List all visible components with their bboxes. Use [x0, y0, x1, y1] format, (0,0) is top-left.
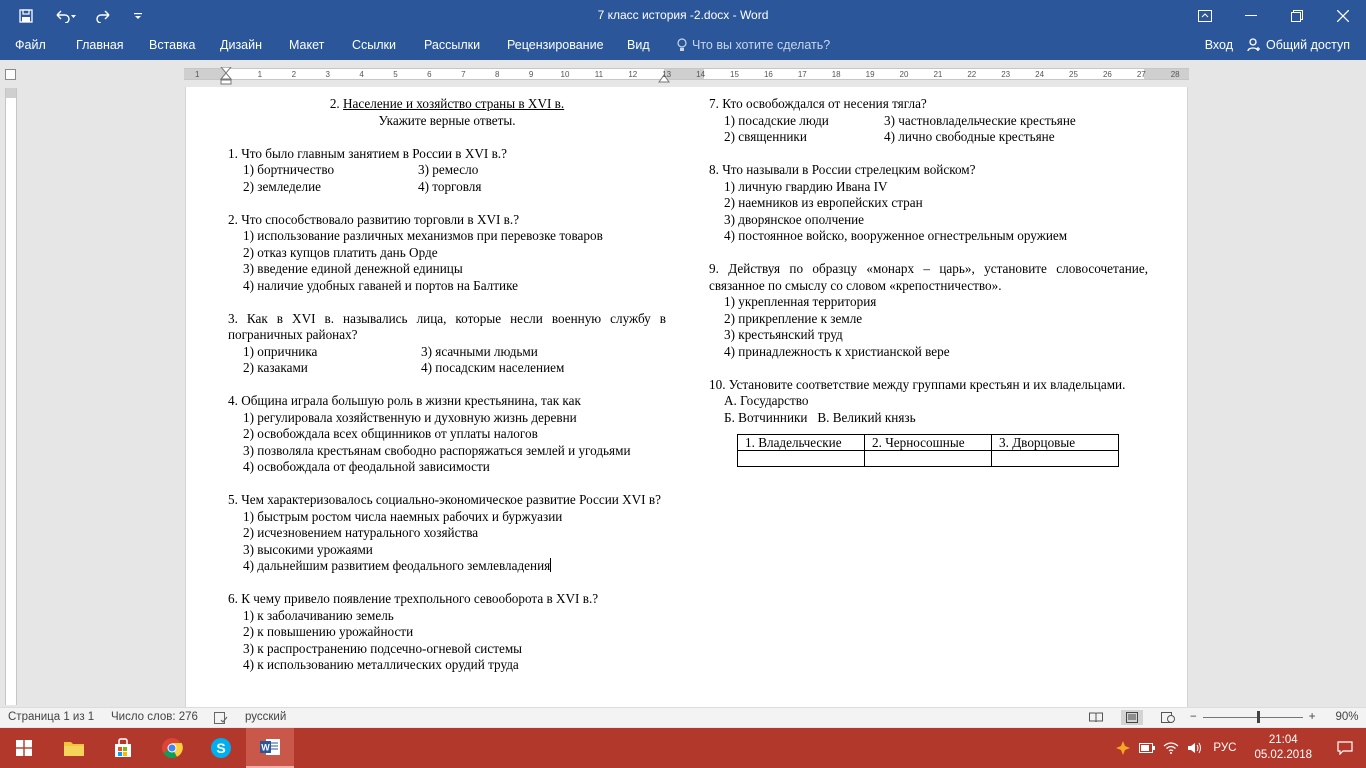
table-header-cell: 1. Владельческие [738, 435, 865, 451]
answer-row: 2) земледелие 4) торговля [243, 178, 482, 194]
ruler-number: 8 [494, 70, 500, 79]
app-tray-icon[interactable] [1111, 740, 1135, 756]
question-9: 9. Действуя по образцу «монарх – царь», установите словосочетание, связанное по смыслу со словом «крепостничество». [709, 261, 1148, 293]
answer-row: 1) бортничество 3) ремесло [243, 162, 479, 177]
vertical-ruler-margin [6, 88, 16, 98]
ruler-number: 18 [831, 70, 841, 79]
table-header-row [738, 435, 1119, 451]
ruler-number: 23 [1001, 70, 1011, 79]
tab-review[interactable]: Рецензирование [507, 38, 604, 52]
answer-option-with-cursor: 4) дальнейшим развитием феодального землевладения [243, 558, 551, 573]
save-icon[interactable] [12, 2, 40, 30]
answer-row: 2) священники 4) лично свободные крестьяне [724, 129, 1055, 144]
sign-in-link[interactable]: Вход [1204, 38, 1234, 52]
close-icon[interactable] [1320, 0, 1366, 32]
ruler-number: 27 [1136, 70, 1146, 79]
ruler-number: 26 [1102, 70, 1112, 79]
ruler-number: 19 [865, 70, 875, 79]
document-page[interactable] [185, 87, 1188, 707]
section-heading: 2. Население и хозяйство страны в XVI в. [329, 96, 565, 111]
ruler-number: 1 [194, 70, 200, 79]
answer-option: 4) наличие удобных гаваней и портов на Балтике [243, 277, 519, 293]
ruler-number: 10 [560, 70, 570, 79]
zoom-slider-thumb[interactable] [1257, 711, 1260, 723]
table-cell-empty[interactable] [992, 451, 1119, 467]
view-buttons [1085, 710, 1179, 725]
word-count[interactable]: Число слов: 276 [111, 711, 198, 723]
redo-icon[interactable] [90, 2, 118, 30]
answer-option: 2) отказ купцов платить дань Орде [243, 244, 438, 260]
person-icon [1247, 38, 1261, 52]
ruler-number: 28 [1170, 70, 1180, 79]
answer-option: 4) принадлежность к христианской вере [724, 343, 950, 359]
notifications-icon[interactable] [1324, 741, 1366, 755]
answer-option: 3) к распространению подсечно-огневой системы [243, 640, 523, 656]
answer-option: 3) крестьянский труд [724, 327, 843, 342]
horizontal-ruler[interactable] [184, 68, 1189, 80]
restore-icon[interactable] [1274, 0, 1320, 32]
tab-view[interactable]: Вид [627, 38, 650, 52]
answer-option: 1) личную гвардию Ивана IV [724, 178, 888, 194]
answer-option: 1) использование различных механизмов при перевозке товаров [243, 228, 603, 243]
question-2: 2. Что способствовало развитию торговли в XVI в.? [228, 211, 520, 227]
ruler-number: 11 [594, 70, 604, 79]
answer-row: 1) посадские люди 3) частновладельческие крестьяне [724, 112, 1076, 128]
tab-layout[interactable]: Макет [289, 38, 325, 52]
word-taskbar-icon[interactable] [246, 728, 294, 768]
ruler-number: 5 [393, 70, 398, 79]
tab-design[interactable]: Дизайн [220, 38, 263, 52]
ribbon-tabs [0, 32, 1366, 60]
account-area [1205, 38, 1350, 52]
answer-table [737, 434, 1119, 467]
minimize-icon[interactable] [1228, 0, 1274, 32]
answer-option: 1) регулировала хозяйственную и духовную жизнь деревни [243, 409, 577, 425]
ruler-number: 7 [461, 70, 466, 79]
read-mode-icon[interactable] [1085, 710, 1107, 725]
ribbon-display-options-icon[interactable] [1182, 0, 1228, 32]
left-column [228, 96, 666, 674]
table-cell-empty[interactable] [738, 451, 865, 467]
undo-icon[interactable] [46, 2, 84, 30]
answer-option: 4) освобождала от феодальной зависимости [243, 459, 490, 474]
ruler-number: 21 [933, 70, 943, 79]
tab-references[interactable]: Ссылки [352, 38, 397, 52]
tell-me-placeholder: Что вы хотите сделать? [692, 38, 831, 52]
tell-me-box[interactable] [677, 38, 830, 52]
answer-option: 1) укрепленная территория [724, 294, 877, 309]
ruler-number: 24 [1035, 70, 1045, 79]
file-explorer-icon[interactable] [50, 728, 98, 768]
ruler-number: 17 [797, 70, 807, 79]
question-3: 3. Как в XVI в. назывались лица, которые несли военную службу в пограничных районах? [228, 310, 666, 342]
tab-home[interactable]: Главная [76, 38, 124, 52]
ruler-number: 6 [427, 70, 432, 79]
answer-option: 2) исчезновением натурального хозяйства [243, 525, 479, 540]
zoom-level[interactable]: 90% [1335, 711, 1359, 723]
answer-option: 2) к повышению урожайности [243, 624, 414, 639]
question-10: 10. Установите соответствие между группами крестьян и их владельцами. [709, 376, 1126, 392]
ruler-number: 12 [628, 70, 638, 79]
lightbulb-icon [677, 38, 687, 52]
table-header-cell: 3. Дворцовые [992, 435, 1119, 451]
print-layout-icon[interactable] [1121, 710, 1143, 725]
question-5: 5. Чем характеризовалось социально-экономическое развитие России XVI в? [228, 492, 661, 507]
answer-option: 3) высокими урожаями [243, 541, 373, 557]
window-controls [1182, 0, 1366, 32]
indent-marker-icon[interactable] [220, 67, 232, 87]
ruler-number: 4 [359, 70, 364, 79]
clock[interactable] [1254, 733, 1312, 763]
answer-option: 1) быстрым ростом числа наемных рабочих и буржуазии [243, 508, 563, 524]
answer-option: 4) постоянное войско, вооруженное огнестрельным оружием [724, 228, 1068, 243]
tab-selector[interactable] [5, 69, 16, 80]
ruler-margin-right [1144, 69, 1189, 79]
owner-option: А. Государство [724, 393, 809, 408]
ruler-number: 9 [528, 70, 534, 79]
zoom-in-icon[interactable]: + [1308, 711, 1316, 723]
question-4: 4. Община играла большую роль в жизни крестьянина, так как [228, 393, 581, 408]
answer-option: 4) к использованию металлических орудий труда [243, 657, 519, 672]
question-6: 6. К чему привело появление трехпольного севооборота в XVI в.? [228, 591, 599, 606]
ruler-number: 1 [257, 70, 263, 79]
ruler-number: 3 [325, 70, 330, 79]
right-column [709, 96, 1148, 467]
answer-option: 2) прикрепление к земле [724, 310, 863, 326]
tab-mailings[interactable]: Рассылки [424, 38, 481, 52]
answer-option: 2) наемников из европейских стран [724, 195, 923, 210]
question-8: 8. Что называли в России стрелецким войском? [709, 162, 976, 177]
table-row [738, 451, 1119, 467]
clock-date: 05.02.2018 [1254, 749, 1312, 761]
ruler-number: 14 [696, 70, 706, 79]
zoom-slider[interactable] [1203, 717, 1303, 718]
customize-toolbar-icon[interactable] [124, 2, 152, 30]
quick-access-toolbar [12, 0, 152, 32]
table-header-cell: 2. Черносошные [865, 435, 992, 451]
answer-option: 3) дворянское ополчение [724, 211, 865, 227]
answer-option: 3) позволяла крестьянам свободно распоряжаться землей и угодьями [243, 442, 631, 458]
clock-time: 21:04 [1268, 734, 1298, 746]
question-7: 7. Кто освобождался от несения тягла? [709, 96, 927, 111]
wifi-icon[interactable] [1159, 742, 1183, 754]
ruler-number: 2 [291, 70, 297, 79]
ruler-number: 15 [730, 70, 739, 79]
ruler-number: 13 [662, 70, 672, 79]
zoom-out-icon[interactable]: − [1190, 711, 1197, 723]
taskbar [0, 728, 1366, 768]
input-language[interactable]: РУС [1213, 742, 1237, 754]
windows-start-icon[interactable] [0, 728, 48, 768]
language-indicator[interactable]: русский [245, 711, 287, 723]
answer-option: 3) введение единой денежной единицы [243, 261, 463, 276]
question-1: 1. Что было главным занятием в России в XVI в.? [228, 145, 507, 161]
store-icon[interactable] [99, 728, 147, 768]
tab-file[interactable]: Файл [15, 38, 46, 52]
owner-option: Б. Вотчинники В. Великий князь [724, 409, 916, 425]
answer-row: 2) казаками 4) посадским населением [243, 360, 565, 375]
zoom-control [1190, 711, 1358, 723]
system-tray [1111, 728, 1366, 768]
battery-icon[interactable] [1135, 743, 1159, 753]
web-layout-icon[interactable] [1157, 710, 1179, 725]
share-label: Общий доступ [1266, 38, 1350, 52]
volume-icon[interactable] [1183, 742, 1207, 754]
share-button[interactable] [1247, 38, 1350, 52]
answer-row: 1) опричника 3) ясачными людьми [243, 343, 538, 359]
ruler-number: 20 [899, 70, 909, 79]
status-bar [0, 707, 1366, 727]
proofing-icon[interactable] [214, 712, 228, 724]
table-cell-empty[interactable] [865, 451, 992, 467]
answer-option: 2) освобождала всех общинников от уплаты налогов [243, 426, 538, 441]
instruction: Укажите верные ответы. [378, 112, 516, 128]
chrome-icon[interactable] [148, 728, 196, 768]
skype-icon[interactable] [197, 728, 245, 768]
ruler-number: 22 [967, 70, 977, 79]
ruler-number: 16 [763, 70, 773, 79]
window-title: 7 класс история -2.docx - Word [597, 8, 769, 22]
text-cursor [550, 558, 551, 572]
vertical-ruler[interactable] [5, 88, 17, 705]
answer-option: 1) к заболачиванию земель [243, 607, 394, 623]
tab-insert[interactable]: Вставка [149, 38, 196, 52]
title-bar [0, 0, 1366, 32]
page-count[interactable]: Страница 1 из 1 [8, 711, 95, 723]
ruler-number: 25 [1069, 70, 1078, 79]
svg-text:W: W [261, 742, 270, 753]
svg-text:S: S [216, 740, 226, 756]
